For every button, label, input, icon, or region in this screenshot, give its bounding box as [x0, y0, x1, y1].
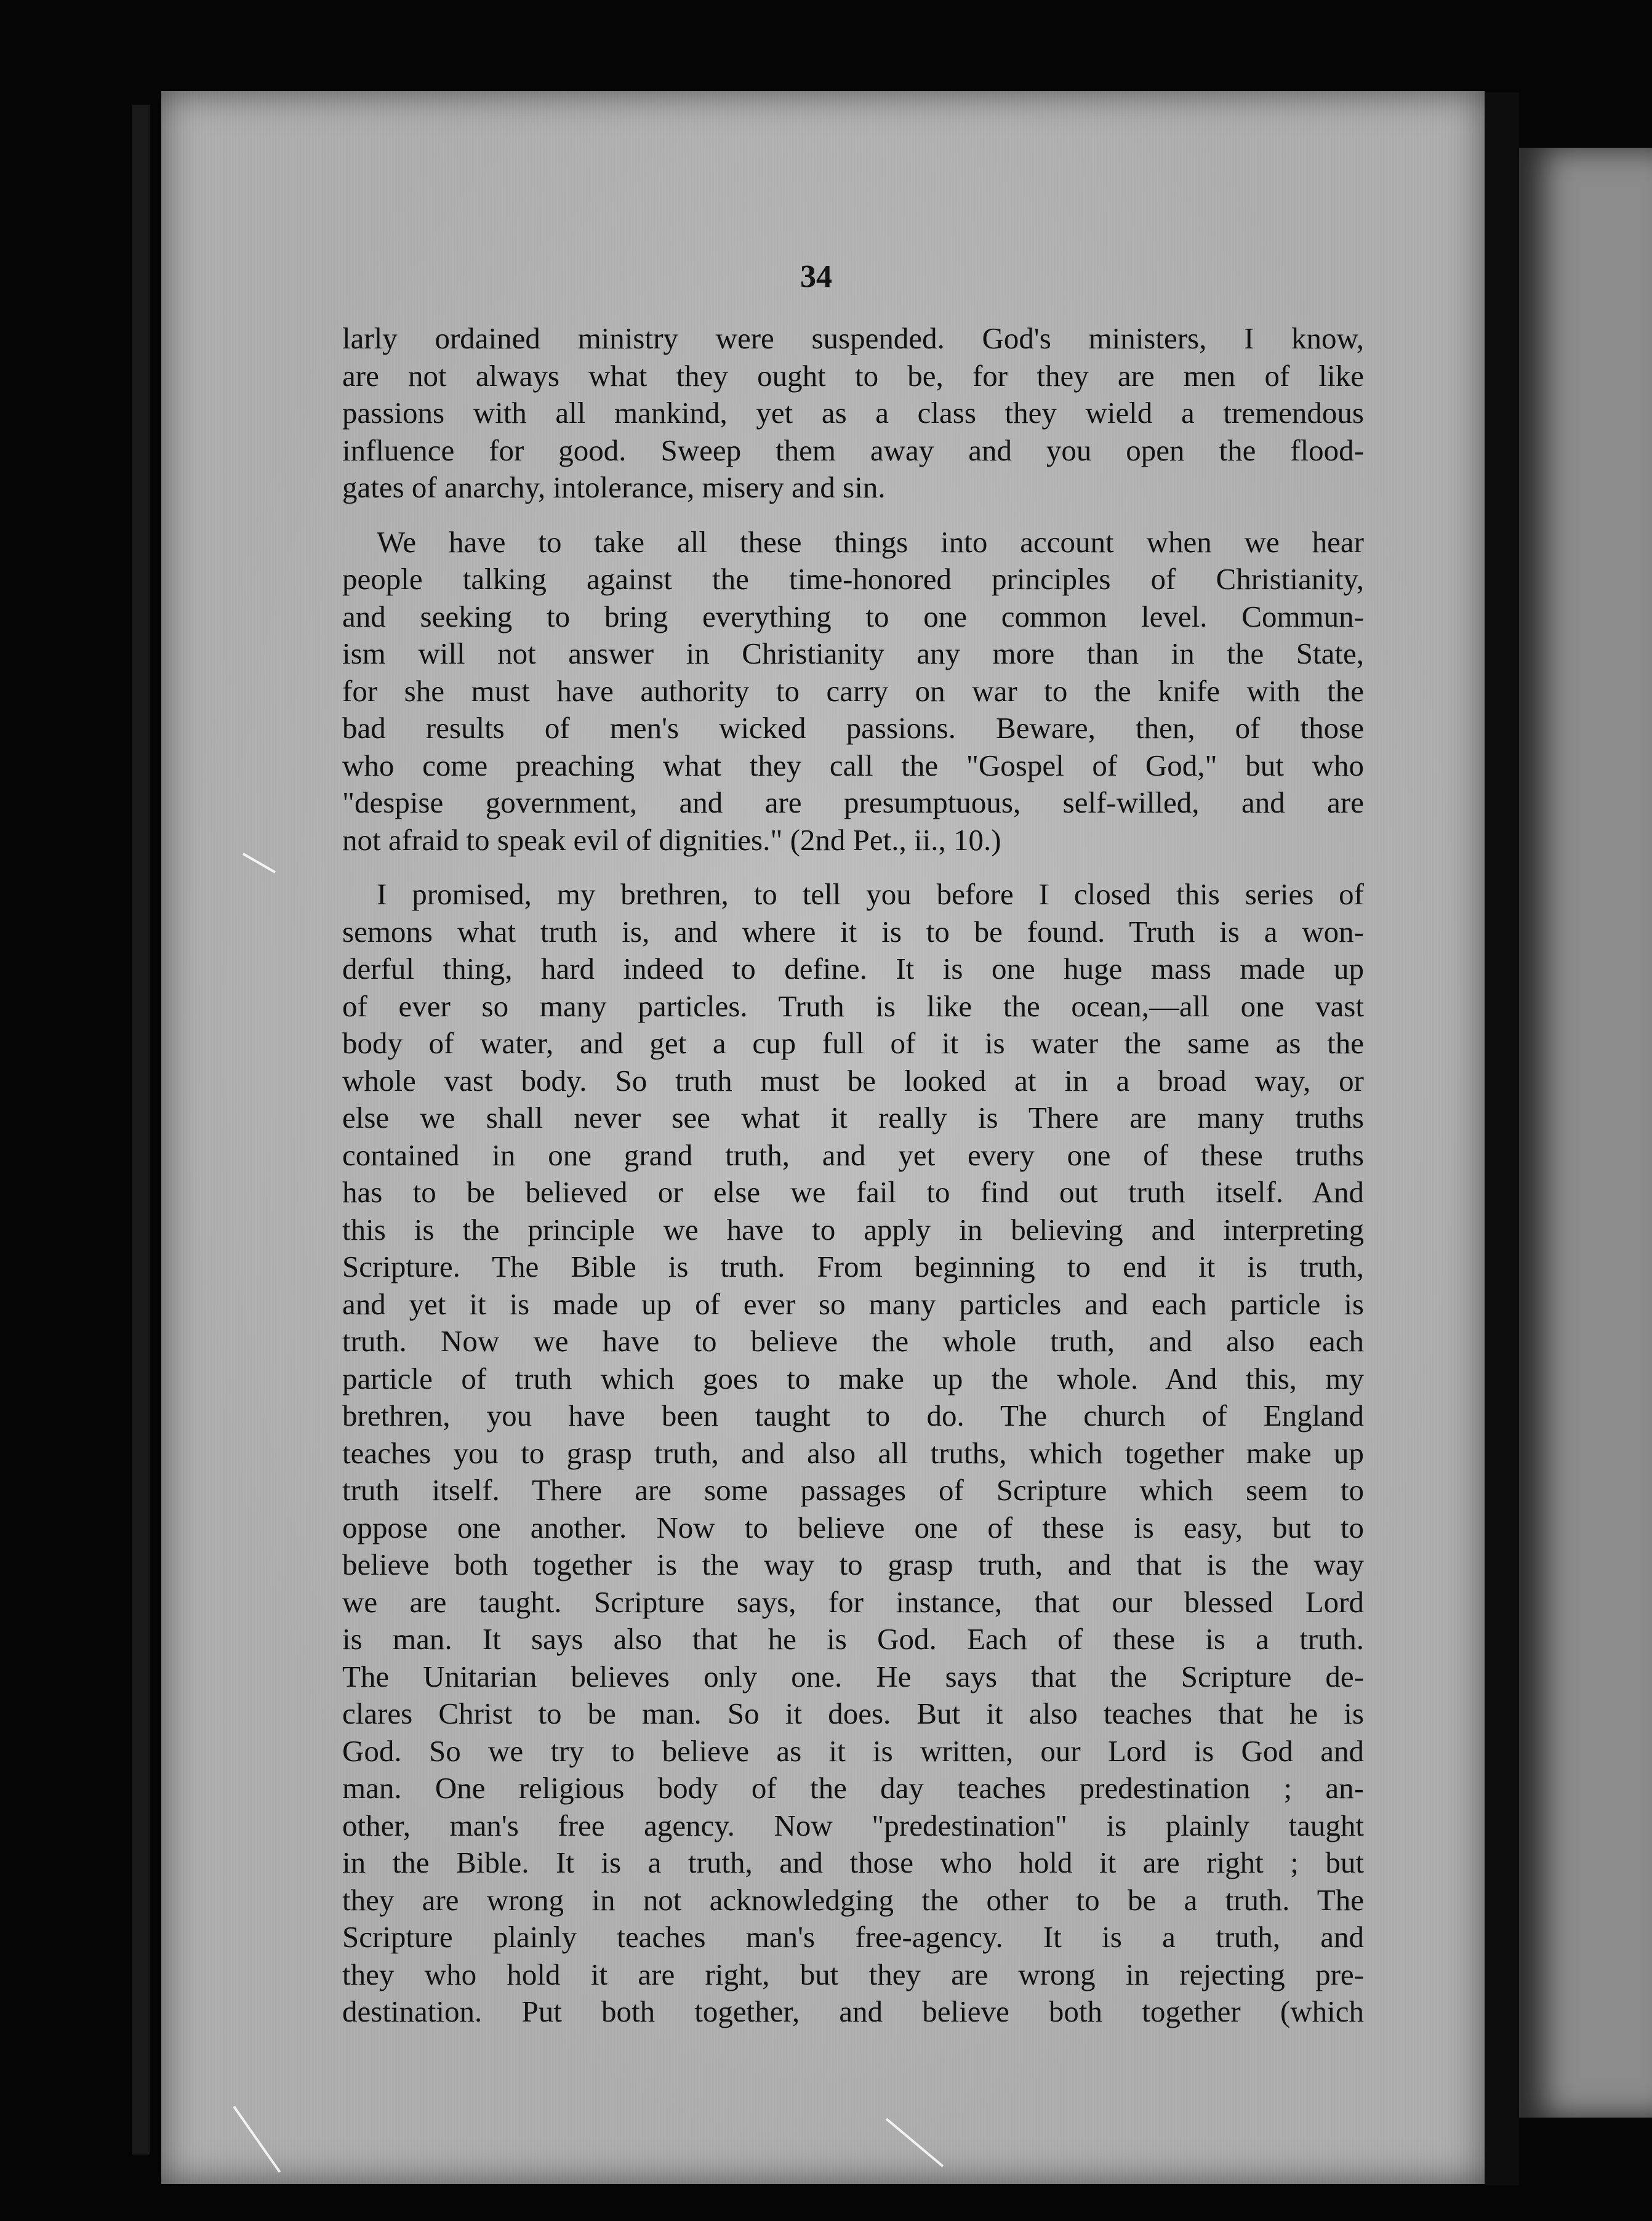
text-line: destination. Put both together, and believe both together (which — [342, 1994, 1364, 2028]
text-line: is man. It says also that he is God. Each of these is a truth. — [342, 1622, 1364, 1656]
body-text — [342, 320, 1364, 2031]
text-line: and yet it is made up of ever so many particles and each particle is — [342, 1287, 1364, 1321]
text-line: truth. Now we have to believe the whole truth, and also each — [342, 1324, 1364, 1358]
text-line: brethren, you have been taught to do. The church of England — [342, 1399, 1364, 1432]
text-line: other, man's free agency. Now "predestination" is plainly taught — [342, 1808, 1364, 1842]
text-line: We have to take all these things into account when we hear — [377, 524, 1364, 559]
paragraph-3 — [342, 876, 1364, 2031]
text-line: people talking against the time-honored principles of Christianity, — [342, 562, 1364, 596]
text-line: whole vast body. So truth must be looked at in a broad way, or — [342, 1063, 1364, 1098]
text-line: body of water, and get a cup full of it is water the same as the — [342, 1026, 1364, 1060]
text-line: oppose one another. Now to believe one of these is easy, but to — [342, 1510, 1364, 1544]
text-line: of ever so many particles. Truth is like the ocean,—all one vast — [342, 989, 1364, 1023]
text-line: derful thing, hard indeed to define. It is one huge mass made up — [342, 952, 1364, 986]
left-page-edge — [132, 105, 150, 2155]
text-line: truth itself. There are some passages of Scripture which seem to — [342, 1473, 1364, 1507]
text-line: in the Bible. It is a truth, and those who hold it are right ; but — [342, 1845, 1364, 1879]
text-line: they are wrong in not acknowledging the other to be a truth. The — [342, 1882, 1364, 1917]
text-line: influence for good. Sweep them away and you open the flood- — [342, 433, 1364, 467]
text-line: contained in one grand truth, and yet every one of these truths — [342, 1138, 1364, 1172]
text-line: they who hold it are right, but they are wrong in rejecting pre- — [342, 1957, 1364, 1991]
text-line: clares Christ to be man. So it does. But it also teaches that he is — [342, 1697, 1364, 1730]
text-line: Scripture. The Bible is truth. From beginning to end it is truth, — [342, 1250, 1364, 1283]
text-line: not afraid to speak evil of dignities." (2nd Pet., ii., 10.) — [342, 822, 1001, 857]
text-line: believe both together is the way to grasp truth, and that is the way — [342, 1548, 1364, 1581]
text-line: passions with all mankind, yet as a class they wield a tremendous — [342, 396, 1364, 430]
text-line: else we shall never see what it really is There are many truths — [342, 1101, 1364, 1135]
text-line: teaches you to grasp truth, and also all truths, which together make up — [342, 1436, 1364, 1470]
facing-page-edge — [1519, 148, 1652, 2118]
page-number: 34 — [800, 259, 832, 294]
text-line: for she must have authority to carry on war to the knife with the — [342, 673, 1364, 708]
gutter-shadow — [1485, 92, 1519, 2185]
paragraph-1 — [342, 320, 1364, 507]
text-line: I promised, my brethren, to tell you before I closed this series of — [377, 877, 1364, 911]
text-line: God. So we try to believe as it is written, our Lord is God and — [342, 1733, 1364, 1768]
text-line: larly ordained ministry were suspended. God's ministers, I know, — [342, 321, 1364, 355]
paragraph-gap — [342, 507, 1364, 524]
text-line: we are taught. Scripture says, for instance, that our blessed Lord — [342, 1584, 1364, 1619]
text-line: ism will not answer in Christianity any more than in the State, — [342, 637, 1364, 670]
text-line: gates of anarchy, intolerance, misery and sin. — [342, 470, 886, 504]
text-line: and seeking to bring everything to one common level. Commun- — [342, 599, 1364, 633]
paragraph-gap — [342, 859, 1364, 876]
text-line: The Unitarian believes only one. He says that the Scripture de- — [342, 1659, 1364, 1693]
text-line: this is the principle we have to apply in believing and interpreting — [342, 1212, 1364, 1247]
text-line: bad results of men's wicked passions. Beware, then, of those — [342, 711, 1364, 745]
text-line: who come preaching what they call the "Gospel of God," but who — [342, 748, 1364, 782]
text-line: particle of truth which goes to make up the whole. And this, my — [342, 1361, 1364, 1396]
text-line: Scripture plainly teaches man's free-agency. It is a truth, and — [342, 1920, 1364, 1954]
text-line: are not always what they ought to be, for they are men of like — [342, 358, 1364, 393]
text-line: man. One religious body of the day teaches predestination ; an- — [342, 1771, 1364, 1805]
text-line: has to be believed or else we fail to find out truth itself. And — [342, 1175, 1364, 1209]
paragraph-2 — [342, 524, 1364, 859]
text-line: "despise government, and are presumptuous, self-willed, and are — [342, 785, 1364, 819]
text-line: semons what truth is, and where it is to be found. Truth is a won- — [342, 914, 1364, 949]
